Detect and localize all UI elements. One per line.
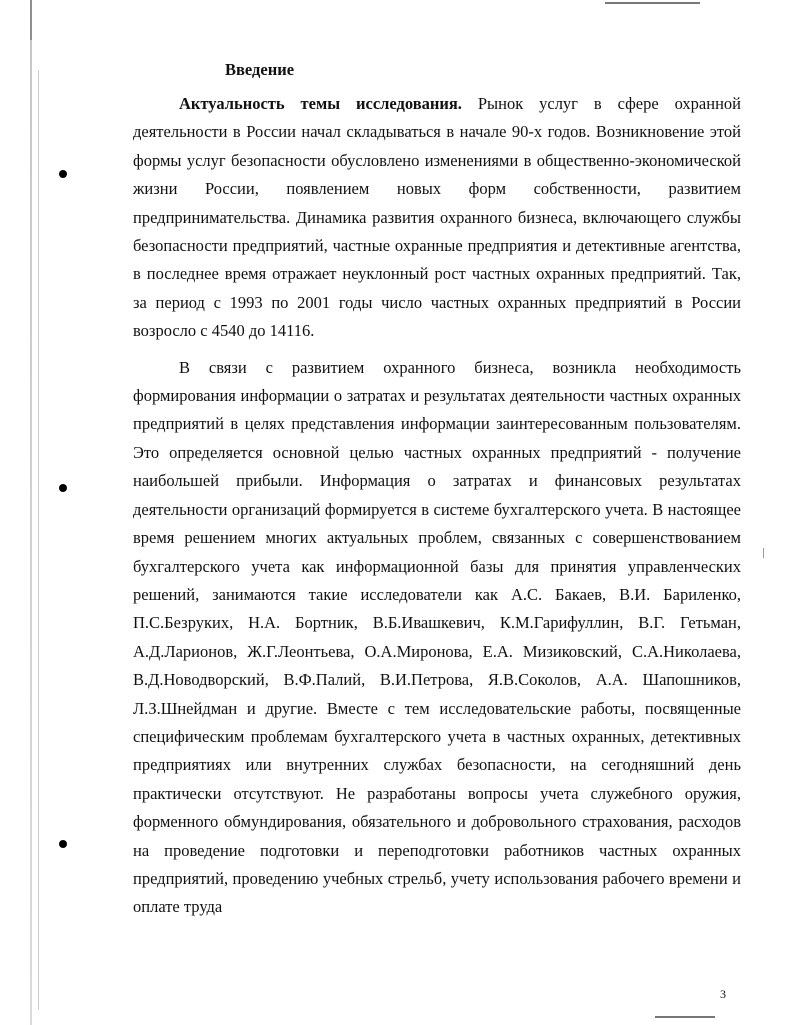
punch-hole-mark — [59, 170, 67, 178]
scan-artifact-bottom — [655, 1016, 715, 1018]
paragraph-relevance — [133, 90, 741, 346]
section-heading: Введение — [225, 60, 295, 79]
punch-hole-mark — [59, 840, 67, 848]
paragraph-context: В связи с развитием охранного бизнеса, возникла необходимость формирования информации о затратах и результатах деятельности частных охранных предприятий в целях представления информации заинтересованным пользователям. Это определяется основной целью частных охранных предприятий - получение наибольшей прибыли. Информация о затратах и финансовых результатах деятельности организаций формируется в системе бухгалтерского учета. В настоящее время решением многих актуальных проблем, связанных с совершенствованием бухгалтерского учета как информационной базы для принятия управленческих решений, занимаются такие исследователи как А.С. Бакаев, В.И. Бариленко, П.С.Безруких, Н.А. Бортник, В.Б.Ивашкевич, К.М.Гарифуллин, В.Г. Гетьман, А.Д.Ларионов, Ж.Г.Леонтьева, О.А.Миронова, Е.А. Мизиковский, С.А.Николаева, В.Д.Новодворский, В.Ф.Палий, В.И.Петрова, Я.В.Соколов, А.А. Шапошников, Л.З.Шнейдман и другие. Вместе с тем исследовательские работы, посвященные специфическим проблемам бухгалтерского учета в частных охранных, детективных предприятиях или внутренних службах безопасности, на сегодняшний день практически отсутствуют. Не разработаны вопросы учета служебного оружия, форменного обмундирования, обязательного и добровольного страхования, расходов на проведение подготовки и переподготовки работников частных охранных предприятий, проведению учебных стрельб, учету использования рабочего времени и оплате труда — [133, 357, 741, 917]
scan-artifact-right — [763, 548, 764, 558]
scan-binding-shadow — [38, 70, 39, 1010]
page-content — [133, 56, 741, 922]
punch-hole-mark — [59, 484, 67, 492]
paragraph-lead: Актуальность темы исследования. — [179, 94, 462, 113]
paragraph-text: Рынок услуг в сфере охранной деятельности в России начал складываться в начале 90-х годов. Возникновение этой формы услуг безопасности обусловлено изменениями в общественно-экономической жизни России, появлением новых форм собственности, развитием предпринимательства. Динамика развития охранного бизнеса, включающего службы безопасности предприятий, частные охранные предприятия и детективные агентства, в последнее время отражает неуклонный рост частных охранных предприятий. Так, за период с 1993 по 2001 годы число частных охранных предприятий в России возросло с 4540 до 14116. — [133, 94, 741, 341]
scan-binding-edge — [30, 0, 32, 1025]
scan-artifact-top — [605, 2, 700, 4]
page-number: 3 — [720, 987, 726, 1001]
